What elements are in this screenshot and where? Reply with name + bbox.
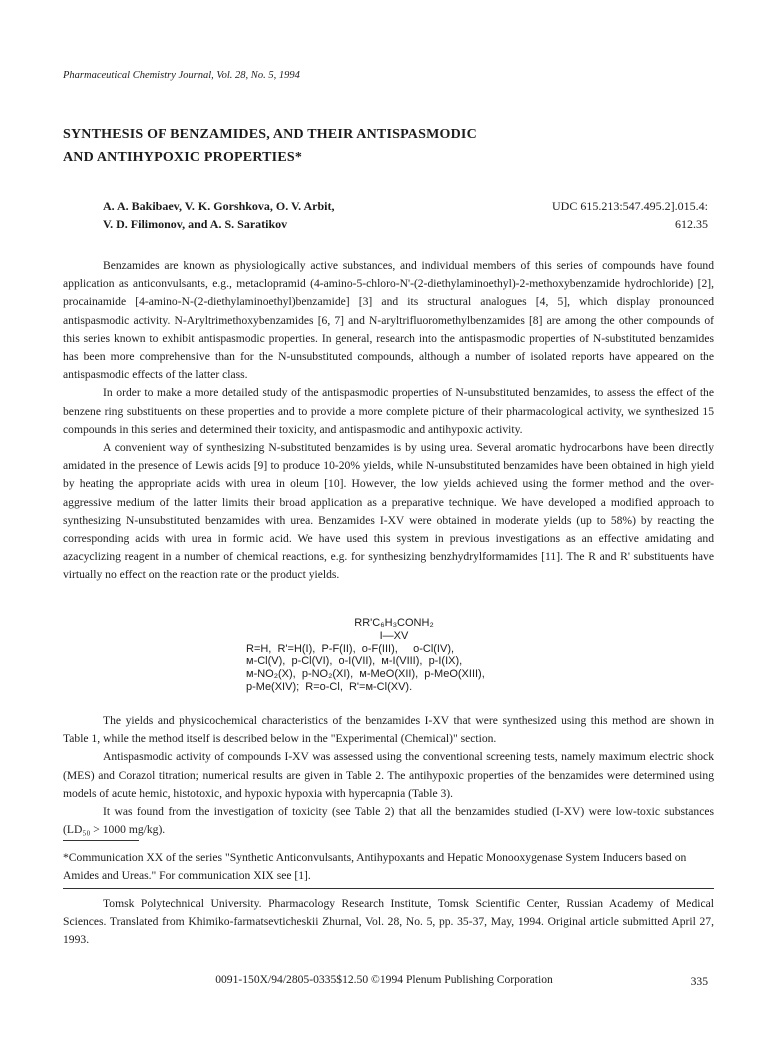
affiliation-note: Tomsk Polytechnical University. Pharmacology Research Institute, Tomsk Scientific Center, Russian Academy of Medical Sciences. Translated from Khimiko-farmatsevticheskii Zhurnal, Vol. 28, No. 5, pp. 35-37, May, 1994. Original article submitted April 27, 1993. <box>63 897 714 947</box>
author-list <box>103 197 335 233</box>
chemical-formula-block <box>0 617 768 694</box>
formula-head: RR'C₆H₃CONH₂ <box>354 617 434 629</box>
paragraph: It was found from the investigation of toxicity (see Table 2) that all the benzamides studied (I-XV) were low-toxic substances (LD₅₀ > 1000 mg/kg). <box>63 805 714 837</box>
page-number: 335 <box>690 975 708 988</box>
formula-line-3: м-NO₂(X), p-NO₂(XI), м-MeO(XII), p-MeO(XIII), <box>246 668 485 681</box>
journal-citation: Pharmaceutical Chemistry Journal, Vol. 28, No. 5, 1994 <box>63 70 300 81</box>
footnote: *Communication XX of the series "Synthetic Anticonvulsants, Antihypoxants and Hepatic Monooxygenase System Inducers based on Amides and Ureas." For communication XIX see [1]. <box>63 851 687 882</box>
udc-code <box>552 197 708 233</box>
paragraph: In order to make a more detailed study of the antispasmodic properties of N-unsubstituted benzamides, to assess the effect of the benzene ring substituents on these properties and to provide a more complete picture of their pharmacological activity, we synthesized 15 compounds in this series and determined their toxicity, and antispasmodic and antihypoxic activity. <box>63 386 714 436</box>
paragraph: A convenient way of synthesizing N-substituted benzamides is by using urea. Several aromatic hydrocarbons have been directly amidated in the presence of Lewis acids [9] to produce 10-20% yields, while N-unsubstituted benzamides have been obtained in high yield by heating the appropriate acids with urea in oleum [10]. However, the low yields achieved using the former method and the over-aggressive medium of the latter limits their broad application as a preparative technique. We have developed a modified approach to synthesizing N-unsubstituted benzamides with urea. Benzamides I-XV were obtained in moderate yields (up to 58%) by reacting the corresponding acids with urea in formic acid. We have used this system in previous investigations as an effective amidating and azacyclizing reagent in a number of chemical reactions, e.g. for synthesizing benzhydrylformamides [11]. The R and R' substituents have virtually no effect on the reaction rate or the product yields. <box>63 441 714 582</box>
title-line-2: AND ANTIHYPOXIC PROPERTIES* <box>63 150 303 165</box>
footnote-divider <box>63 840 139 841</box>
body-text <box>63 257 714 585</box>
paragraph: Antispasmodic activity of compounds I-XV was assessed using the conventional screening tests, namely maximum electric shock (MES) and Corazol titration; numerical results are given in Table 2. The antihypoxic properties of the benzamides were determined using models of acute hemic, histotoxic, and hypoxic hypoxia with hypercapnia (Table 3). <box>63 750 714 800</box>
udc-line-1: UDC 615.213:547.495.2].015.4: <box>552 199 708 213</box>
udc-line-2: 612.35 <box>675 217 708 231</box>
authors-line-2: V. D. Filimonov, and A. S. Saratikov <box>103 217 288 231</box>
formula-line-1: R=H, R'=H(I), P-F(II), o-F(III), o-Cl(IV), <box>246 642 455 655</box>
paragraph: The yields and physicochemical characteristics of the benzamides I-XV that were synthesized using this method are shown in Table 1, while the method itself is described below in the "Experimental (Chemical)" section. <box>63 714 714 746</box>
formula-line-2: м-Cl(V), p-Cl(VI), o-I(VII), м-I(VIII), p-I(IX), <box>246 655 463 668</box>
title-line-1: SYNTHESIS OF BENZAMIDES, AND THEIR ANTISPASMODIC <box>63 127 477 142</box>
article-title <box>63 123 663 169</box>
authors-line-1: A. A. Bakibaev, V. K. Gorshkova, O. V. Arbit, <box>103 199 335 213</box>
affiliation-divider <box>63 888 714 889</box>
formula-line-4: p-Me(XIV); R=o-Cl, R'=м-Cl(XV). <box>246 680 413 693</box>
body-text-continued <box>63 712 714 839</box>
formula-sub: I—XV <box>379 629 409 642</box>
copyright-line: 0091-150X/94/2805-0335$12.50 ©1994 Plenum Publishing Corporation <box>215 973 553 986</box>
paragraph: Benzamides are known as physiologically active substances, and individual members of this series of compounds have found application as anticonvulsants, e.g., metaclopramid (4-amino-5-chloro-N'-(2-diethylaminoethyl)-2-methoxybenzamide hydrochloride) [2], procainamide [4-amino-N-(2-diethylaminoethyl)benzamide] [3] and its structural analogues [4, 5], which display pronounced antispasmodic activity. N-Aryltrimethoxybenzamides [6, 7] and N-aryltrifluoromethylbenzamides [8] are among the other compounds of this series known to exhibit antispasmodic properties. In general, research into the antispasmodic properties of N-substituted benzamides has been more comprehensive than for the N-unsubstituted compounds, although a number of isolated reports have appeared on the antispasmodic effects of the latter class. <box>63 259 714 382</box>
